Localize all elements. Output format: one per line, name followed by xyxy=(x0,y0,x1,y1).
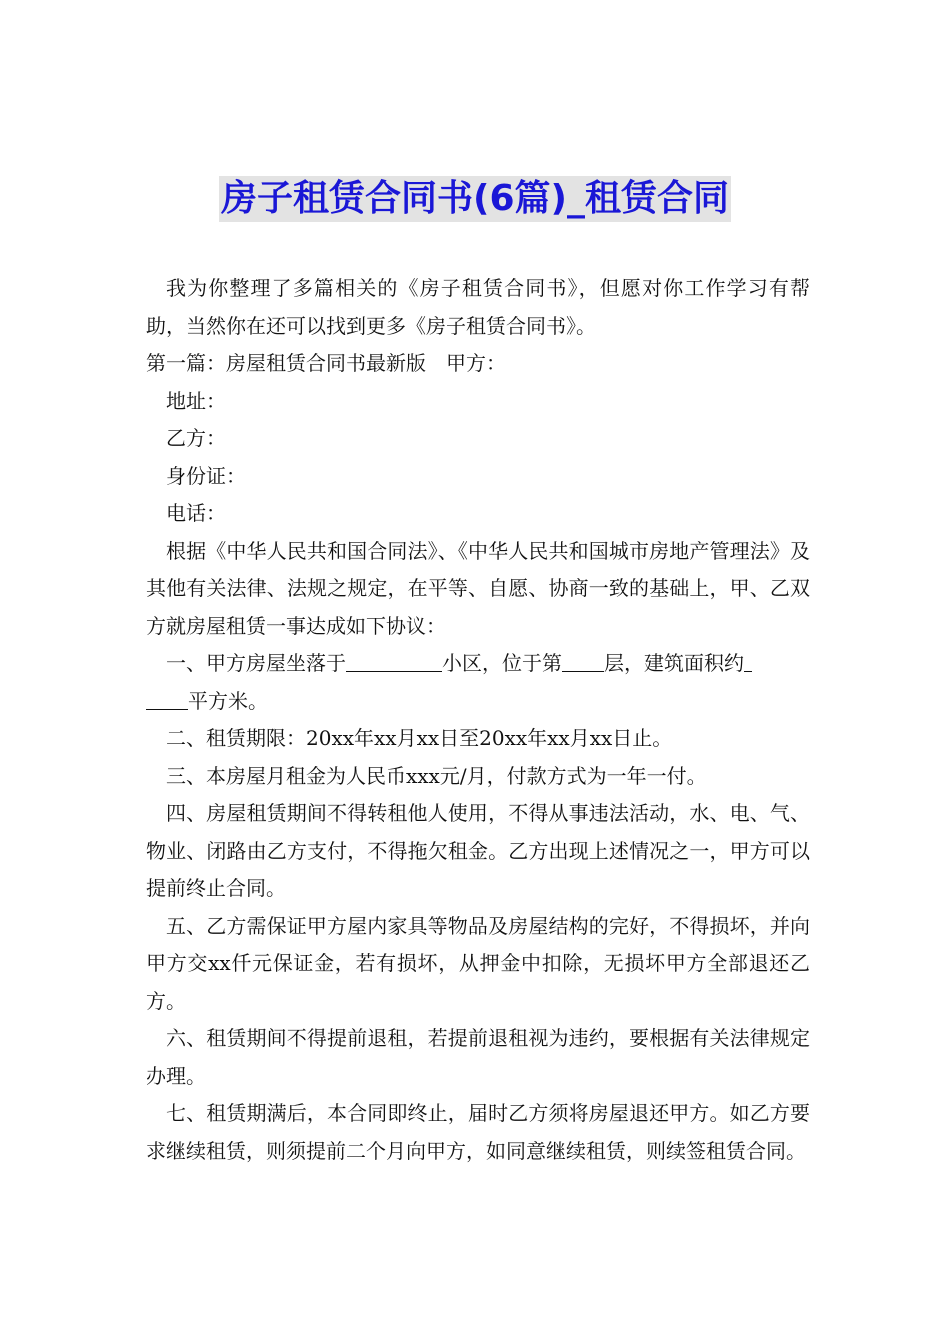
clause-1 xyxy=(146,645,810,720)
field-party-b: 乙方： xyxy=(166,426,226,450)
blank-floor xyxy=(562,651,604,672)
clause-1-part-3: 层，建筑面积约 xyxy=(604,651,744,675)
clause-1-part-1: 一、甲方房屋坐落于 xyxy=(166,651,346,675)
clause-7: 七、租赁期满后，本合同即终止，届时乙方须将房屋退还甲方。如乙方要求继续租赁，则须提前二个月向甲方，如同意继续租赁，则续签租赁合同。 xyxy=(146,1101,810,1163)
clause-1-part-2: 小区，位于第 xyxy=(442,651,562,675)
clause-6: 六、租赁期间不得提前退租，若提前退租视为违约，要根据有关法律规定办理。 xyxy=(146,1026,810,1088)
preamble-paragraph: 根据《中华人民共和国合同法》、《中华人民共和国城市房地产管理法》及其他有关法律、法规之规定，在平等、自愿、协商一致的基础上，甲、乙双方就房屋租赁一事达成如下协议： xyxy=(146,538,810,638)
blank-community xyxy=(346,651,442,672)
document-body xyxy=(146,270,810,1170)
field-id-card: 身份证： xyxy=(166,463,246,488)
clause-5: 五、乙方需保证甲方屋内家具等物品及房屋结构的完好，不得损坏，并向甲方交xx仟元保证金，若有损坏，从押金中扣除，无损坏甲方全部退还乙方。 xyxy=(146,913,810,1013)
document-title: 房子租赁合同书(6篇)_租赁合同 xyxy=(219,176,731,222)
clause-3: 三、本房屋月租金为人民币xxx元/月，付款方式为一年一付。 xyxy=(166,763,707,788)
clause-1-part-4: 平方米。 xyxy=(188,688,268,713)
section-heading: 第一篇：房屋租赁合同书最新版 甲方： xyxy=(146,351,506,375)
field-phone: 电话： xyxy=(166,501,226,525)
intro-paragraph: 我为你整理了多篇相关的《房子租赁合同书》，但愿对你工作学习有帮助，当然你在还可以找到更多《房子租赁合同书》。 xyxy=(146,276,810,338)
blank-area-a xyxy=(744,651,752,672)
blank-area-b xyxy=(146,689,188,710)
clause-2: 二、租赁期限：20xx年xx月xx日至20xx年xx月xx日止。 xyxy=(166,726,673,750)
field-address: 地址： xyxy=(166,388,226,413)
clause-4: 四、房屋租赁期间不得转租他人使用，不得从事违法活动，水、电、气、物业、闭路由乙方支付，不得拖欠租金。乙方出现上述情况之一，甲方可以提前终止合同。 xyxy=(146,801,810,900)
title-container xyxy=(0,176,950,222)
